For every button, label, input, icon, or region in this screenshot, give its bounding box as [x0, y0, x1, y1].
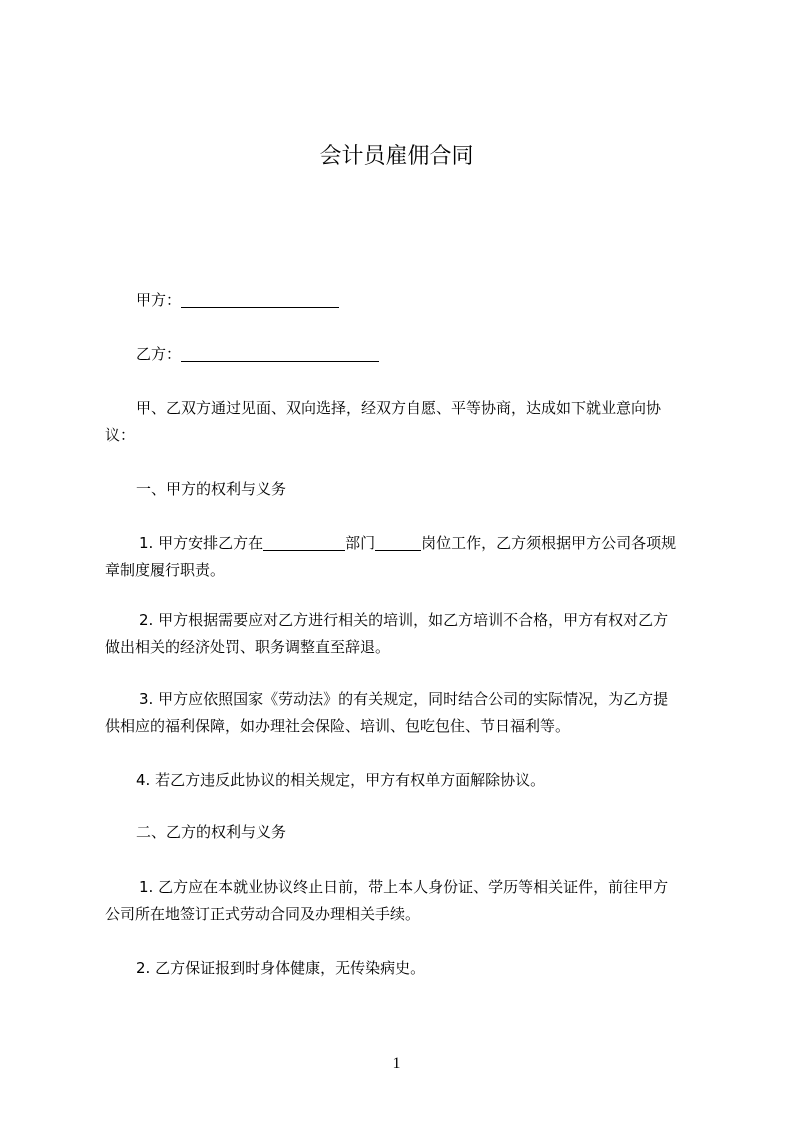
- section-1-item-1-line-2: 章制度履行职责。: [105, 561, 226, 579]
- party-b-label: 乙方：: [136, 345, 182, 363]
- section-1-item-2-line-1: 2. 甲方根据需要应对乙方进行相关的培训，如乙方培训不合格，甲方有权对乙方: [139, 611, 669, 629]
- section-1-item-3-line-1: 3. 甲方应依照国家《劳动法》的有关规定，同时结合公司的实际情况，为乙方提: [139, 690, 669, 708]
- party-b-line: [105, 341, 736, 368]
- document-title: 会计员雇佣合同: [319, 144, 474, 169]
- section-1-item-2-line-2: 做出相关的经济处罚、职务调整直至辞退。: [105, 638, 391, 656]
- party-a-blank: [181, 289, 339, 308]
- section-1-item-1-text-c: 岗位工作，乙方须根据甲方公司各项规: [421, 534, 677, 552]
- party-b-blank: [181, 343, 379, 362]
- section-2-heading: 二、乙方的权利与义务: [136, 823, 287, 841]
- party-a-label: 甲方：: [136, 291, 182, 309]
- department-blank: [263, 532, 345, 551]
- page-number: 1: [392, 1055, 401, 1072]
- section-2-item-1-line-1: 1. 乙方应在本就业协议终止日前，带上本人身份证、学历等相关证件，前往甲方: [139, 878, 669, 896]
- section-1-item-3-line-2: 供相应的福利保障，如办理社会保险、培训、包吃包住、节日福利等。: [105, 717, 571, 735]
- section-1-item-1-line-1: [105, 530, 739, 557]
- section-1-item-4: 4. 若乙方违反此协议的相关规定，甲方有权单方面解除协议。: [136, 771, 546, 789]
- party-a-line: [105, 287, 736, 314]
- intro-line-1: 甲、乙双方通过见面、双向选择，经双方自愿、平等协商，达成如下就业意向协: [136, 399, 662, 417]
- section-2-item-2: 2. 乙方保证报到时身体健康，无传染病史。: [136, 959, 426, 977]
- section-1-item-1-text-b: 部门: [345, 534, 376, 552]
- intro-line-2: 议：: [105, 426, 136, 444]
- section-1-heading: 一、甲方的权利与义务: [136, 480, 287, 498]
- position-blank: [375, 532, 421, 551]
- section-1-item-1-text-a: 1. 甲方安排乙方在: [139, 534, 264, 552]
- section-2-item-1-line-2: 公司所在地签订正式劳动合同及办理相关手续。: [105, 905, 421, 923]
